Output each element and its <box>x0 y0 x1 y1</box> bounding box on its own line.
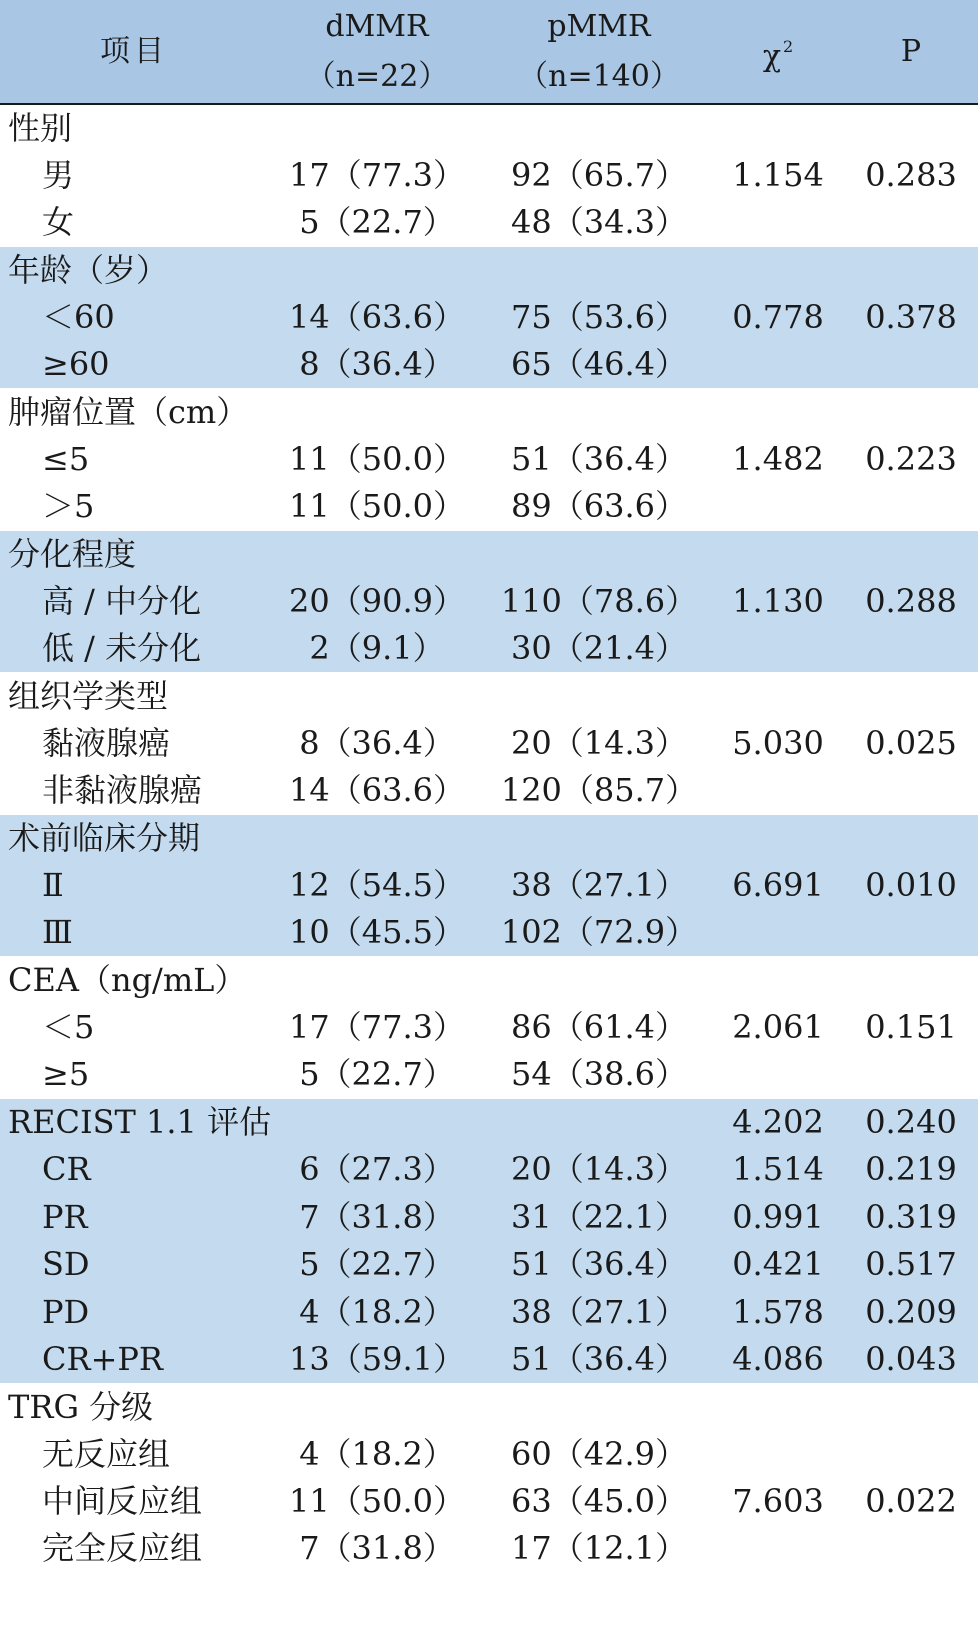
row-label: ＜60 <box>42 298 115 336</box>
dmmr-value: 17（77.3） <box>289 156 465 194</box>
table-row <box>0 1146 978 1194</box>
group-label: 年龄（岁） <box>0 247 712 295</box>
row-label: 男 <box>42 156 75 194</box>
row-label: Ⅲ <box>42 913 73 951</box>
chi-square-value: 0.991 <box>732 1197 824 1236</box>
group-header-row <box>0 247 978 295</box>
pmmr-value: 102（72.9） <box>500 913 698 951</box>
p-value: 0.209 <box>865 1292 957 1331</box>
header-p-label: P <box>900 33 922 69</box>
p-value: 0.283 <box>865 156 957 194</box>
dmmr-value: 8（36.4） <box>299 724 455 762</box>
row-label: 完全反应组 <box>42 1529 203 1567</box>
p-value: 0.151 <box>844 957 978 1099</box>
dmmr-value: 11（50.0） <box>289 1482 465 1520</box>
row-label: PR <box>42 1197 88 1236</box>
header-dmmr-line1: dMMR <box>325 8 429 44</box>
header-chi-square <box>712 0 844 104</box>
group-header-row <box>0 389 978 437</box>
row-label: SD <box>42 1245 90 1284</box>
header-p-value <box>844 0 978 104</box>
dmmr-value: 7（31.8） <box>299 1529 455 1567</box>
group-label: 性别 <box>8 109 73 147</box>
dmmr-value: 5（22.7） <box>299 1055 455 1093</box>
pmmr-value: 48（34.3） <box>511 203 687 241</box>
group-header-row <box>0 531 978 579</box>
table-row <box>0 1431 978 1478</box>
chi-square-value: 2.061 <box>712 957 844 1099</box>
row-label: ≥60 <box>42 345 110 383</box>
pmmr-value: 17（12.1） <box>511 1529 687 1567</box>
group-trg <box>0 1384 978 1573</box>
row-label: 高 / 中分化 <box>42 582 202 620</box>
row-label: 黏液腺癌 <box>42 724 171 762</box>
row-label: CR+PR <box>42 1340 164 1378</box>
table-row <box>0 1241 978 1289</box>
p-value: 0.025 <box>844 673 978 815</box>
pmmr-value: 51（36.4） <box>511 1245 687 1284</box>
chi-square-value: 1.578 <box>732 1292 824 1331</box>
group-header-row <box>0 957 978 1005</box>
chi-square-value: 4.086 <box>732 1340 824 1378</box>
p-value: 0.319 <box>865 1197 957 1236</box>
chi-square-value: 1.482 <box>712 389 844 531</box>
pmmr-value: 86（61.4） <box>511 1008 687 1046</box>
group-histology <box>0 673 978 815</box>
pmmr-value: 65（46.4） <box>511 345 687 383</box>
header-pmmr-line2: （n=140） <box>518 58 680 94</box>
header-chi-superscript: 2 <box>783 36 794 56</box>
pmmr-value: 60（42.9） <box>511 1435 687 1473</box>
group-label: 术前临床分期 <box>0 815 712 863</box>
pmmr-value: 20（14.3） <box>511 1150 687 1189</box>
chi-square-value: 1.130 <box>712 531 844 673</box>
group-tumor-location <box>0 389 978 531</box>
p-value: 0.043 <box>865 1340 957 1378</box>
chi-square-value: 1.514 <box>732 1150 824 1189</box>
p-value: 0.240 <box>844 1099 978 1147</box>
group-clinical-stage <box>0 815 978 957</box>
chi-square-value: 6.691 <box>712 815 844 957</box>
group-label: 肿瘤位置（cm） <box>0 389 712 437</box>
group-label: CEA（ng/mL） <box>0 957 712 1005</box>
group-differentiation <box>0 531 978 673</box>
dmmr-value: 14（63.6） <box>289 298 465 336</box>
header-chi-symbol: χ <box>762 38 781 74</box>
dmmr-value: 11（50.0） <box>289 487 465 525</box>
table-row <box>0 1336 978 1384</box>
dmmr-value: 17（77.3） <box>289 1008 465 1046</box>
dmmr-value: 13（59.1） <box>289 1340 465 1378</box>
row-label: ≤5 <box>42 440 90 478</box>
group-label: RECIST 1.1 评估 <box>0 1099 712 1147</box>
p-value: 0.223 <box>844 389 978 531</box>
group-header-row <box>0 104 978 152</box>
dmmr-value: 14（63.6） <box>289 771 465 809</box>
row-label: ≥5 <box>42 1055 90 1093</box>
row-label: 非黏液腺癌 <box>42 771 203 809</box>
table-header <box>0 0 978 104</box>
dmmr-value: 8（36.4） <box>299 345 455 383</box>
group-header-row <box>0 1384 978 1432</box>
chi-square-value: 1.154 <box>732 156 824 194</box>
table-row <box>0 1194 978 1242</box>
row-label: 中间反应组 <box>42 1482 203 1520</box>
dmmr-value: 11（50.0） <box>289 440 465 478</box>
dmmr-value: 2（9.1） <box>309 629 445 667</box>
row-label: 无反应组 <box>42 1435 171 1473</box>
dmmr-value: 6（27.3） <box>299 1150 455 1189</box>
chi-square-value: 0.778 <box>712 247 844 389</box>
row-label: Ⅱ <box>42 866 64 904</box>
pmmr-value: 110（78.6） <box>500 582 698 620</box>
table-row <box>0 1289 978 1337</box>
header-item-label: 项目 <box>100 33 168 69</box>
group-recist <box>0 1099 978 1384</box>
pmmr-value: 54（38.6） <box>511 1055 687 1093</box>
pmmr-value: 38（27.1） <box>511 866 687 904</box>
p-value: 0.219 <box>865 1150 957 1189</box>
row-label: PD <box>42 1292 90 1331</box>
group-label: 组织学类型 <box>0 673 712 721</box>
pmmr-value: 89（63.6） <box>511 487 687 525</box>
header-dmmr-line2: （n=22） <box>305 58 449 94</box>
group-sex <box>0 104 978 247</box>
header-dmmr <box>268 0 486 104</box>
dmmr-value: 4（18.2） <box>299 1292 455 1331</box>
row-label: 女 <box>42 203 75 241</box>
pmmr-value: 75（53.6） <box>511 298 687 336</box>
chi-square-value: 7.603 <box>732 1482 824 1520</box>
group-label: TRG 分级 <box>0 1384 978 1432</box>
p-value: 0.517 <box>865 1245 957 1284</box>
chi-square-value: 5.030 <box>712 673 844 815</box>
header-pmmr <box>486 0 712 104</box>
group-header-row <box>0 673 978 721</box>
header-item <box>0 0 268 104</box>
header-row <box>0 0 978 104</box>
dmmr-value: 20（90.9） <box>289 582 465 620</box>
group-age <box>0 247 978 389</box>
dmmr-value: 5（22.7） <box>299 203 455 241</box>
p-value: 0.022 <box>865 1482 957 1520</box>
header-pmmr-line1: pMMR <box>547 8 651 44</box>
pmmr-value: 20（14.3） <box>511 724 687 762</box>
dmmr-value: 7（31.8） <box>299 1197 455 1236</box>
group-label: 分化程度 <box>0 531 712 579</box>
pmmr-value: 120（85.7） <box>500 771 698 809</box>
row-label: ＜5 <box>42 1008 95 1046</box>
dmmr-value: 10（45.5） <box>289 913 465 951</box>
pmmr-value: 51（36.4） <box>511 1340 687 1378</box>
group-header-row <box>0 815 978 863</box>
chi-square-value: 0.421 <box>732 1245 824 1284</box>
pmmr-value: 31（22.1） <box>511 1197 687 1236</box>
p-value: 0.378 <box>844 247 978 389</box>
dmmr-value: 4（18.2） <box>299 1435 455 1473</box>
p-value: 0.288 <box>844 531 978 673</box>
row-label: 低 / 未分化 <box>42 629 202 667</box>
chi-square-value: 4.202 <box>712 1099 844 1147</box>
group-cea <box>0 957 978 1099</box>
pmmr-value: 30（21.4） <box>511 629 687 667</box>
group-header-row <box>0 1099 978 1147</box>
pmmr-value: 92（65.7） <box>511 156 687 194</box>
dmmr-value: 12（54.5） <box>289 866 465 904</box>
row-label: ＞5 <box>42 487 95 525</box>
row-label: CR <box>42 1150 91 1189</box>
pmmr-value: 38（27.1） <box>511 1292 687 1331</box>
pmmr-value: 51（36.4） <box>511 440 687 478</box>
dmmr-value: 5（22.7） <box>299 1245 455 1284</box>
p-value: 0.010 <box>844 815 978 957</box>
pmmr-value: 63（45.0） <box>511 1482 687 1520</box>
